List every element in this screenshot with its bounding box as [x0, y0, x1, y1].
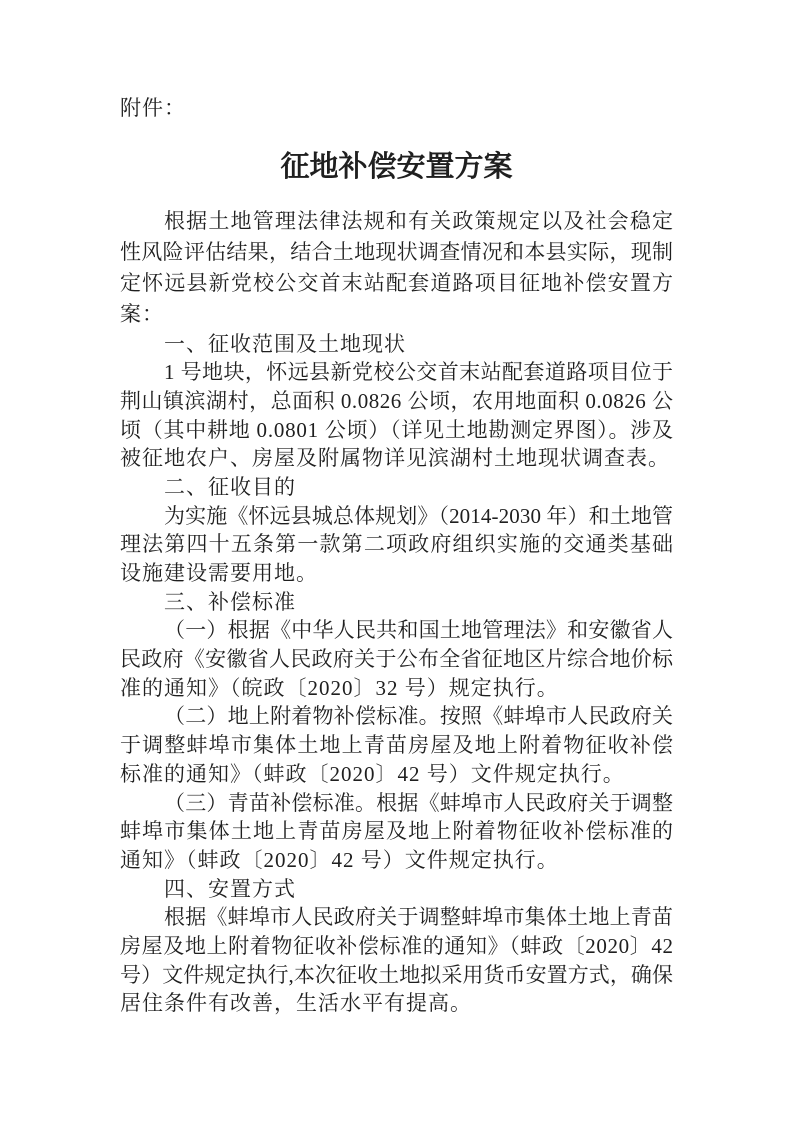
paragraph-line: 于调整蚌埠市集体土地上青苗房屋及地上附着物征收补偿 [120, 733, 675, 758]
paragraph-line: 理法第四十五条第一款第二项政府组织实施的交通类基础 [120, 532, 675, 557]
intro-paragraph [120, 206, 673, 330]
attachment-label: 附件： [120, 96, 186, 120]
paragraph-line: 设施建设需要用地。 [120, 561, 318, 585]
paragraph-line: 根据土地管理法律法规和有关政策规定以及社会稳定 [164, 208, 675, 233]
paragraph-line: 定怀远县新党校公交首末站配套道路项目征地补偿安置方 [120, 270, 675, 295]
paragraph-line: 居住条件有改善，生活水平有提高。 [120, 991, 472, 1016]
paragraph-line: 号）文件规定执行,本次征收土地拟采用货币安置方式，确保 [120, 962, 674, 987]
paragraph-line: 为实施《怀远县城总体规划》（2014-2030 年）和土地管 [164, 503, 674, 528]
section-heading: 二、征收目的 [164, 474, 296, 499]
section-resettlement [120, 875, 673, 1018]
section-purpose [120, 473, 673, 588]
paragraph-line: （三）青苗补偿标准。根据《蚌埠市人民政府关于调整 [164, 790, 674, 815]
document-title: 征地补偿安置方案 [280, 151, 513, 183]
paragraph-line: 房屋及地上附着物征收补偿标准的通知》（蚌政〔2020〕42 [120, 933, 674, 958]
section-standards [120, 588, 673, 875]
section-scope [120, 330, 673, 473]
paragraph-line: 性风险评估结果，结合土地现状调查情况和本县实际，现制 [120, 239, 674, 264]
section-heading: 四、安置方式 [164, 876, 296, 901]
paragraph-line: 蚌埠市集体土地上青苗房屋及地上附着物征收补偿标准的 [120, 819, 675, 844]
section-heading: 三、补偿标准 [164, 589, 296, 614]
paragraph-line: 案： [120, 301, 164, 326]
paragraph-line: 通知》（蚌政〔2020〕42 号）文件规定执行。 [120, 847, 559, 872]
paragraph-line: 根据《蚌埠市人民政府关于调整蚌埠市集体土地上青苗 [164, 905, 674, 930]
section-heading: 一、征收范围及土地现状 [164, 331, 406, 356]
paragraph-line: 标准的通知》（蚌政〔2020〕42 号）文件规定执行。 [120, 761, 625, 786]
document-body [120, 206, 673, 1019]
paragraph-line: 民政府《安徽省人民政府关于公布全省征地区片综合地价标 [120, 647, 674, 672]
paragraph-line: 被征地农户、房屋及附属物详见滨湖村土地现状调查表。 [120, 446, 670, 471]
paragraph-line: 准的通知》（皖政〔2020〕32 号）规定执行。 [120, 675, 559, 700]
paragraph-line: 1 号地块，怀远县新党校公交首末站配套道路项目位于 [164, 360, 674, 385]
paragraph-line: （一）根据《中华人民共和国土地管理法》和安徽省人 [164, 618, 674, 643]
paragraph-line: 顷（其中耕地 0.0801 公顷）（详见土地勘测定界图）。涉及 [120, 417, 674, 442]
paragraph-line: 荆山镇滨湖村，总面积 0.0826 公顷，农用地面积 0.0826 公 [120, 388, 674, 413]
paragraph-line: （二）地上附着物补偿标准。按照《蚌埠市人民政府关 [164, 704, 674, 729]
